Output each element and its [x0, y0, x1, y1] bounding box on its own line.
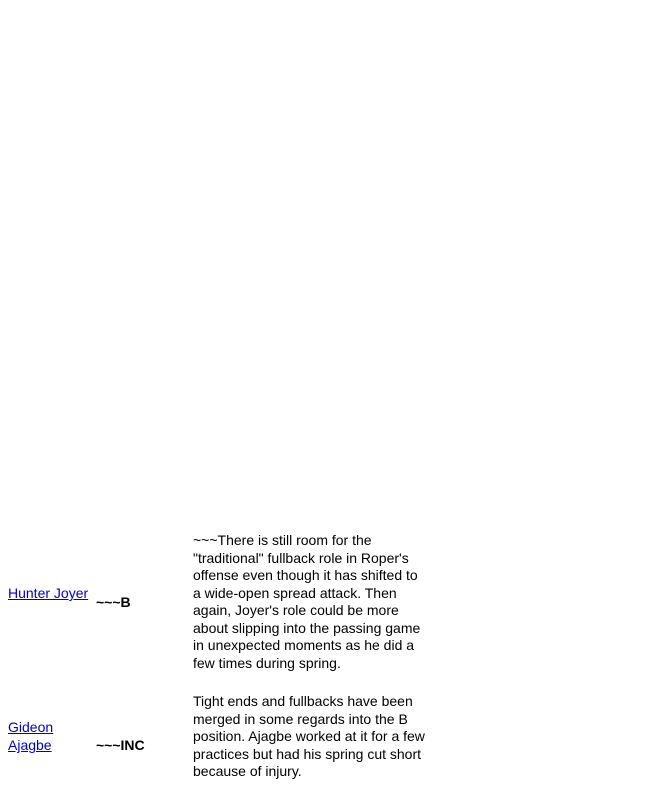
player-name-link[interactable]: Hunter Joyer — [8, 585, 89, 601]
player-grade: ~~~B — [96, 594, 131, 610]
player-description: ~~~There is still room for the "traditional" fullback role in Roper's offense even though it has shifted to a wide-open spread attack. Then again, Joyer's role could be more about slipping into the passing game in unexpected moments as he did a few times during spring. — [193, 532, 421, 671]
player-description: Tight ends and fullbacks have been merged in some regards into the B position. Ajagbe worked at it for a few practices but had his spring cut short because of injury. — [193, 693, 425, 779]
player-grade: ~~~INC — [96, 737, 145, 753]
player-name-link[interactable]: Gideon Ajagbe — [8, 719, 54, 753]
